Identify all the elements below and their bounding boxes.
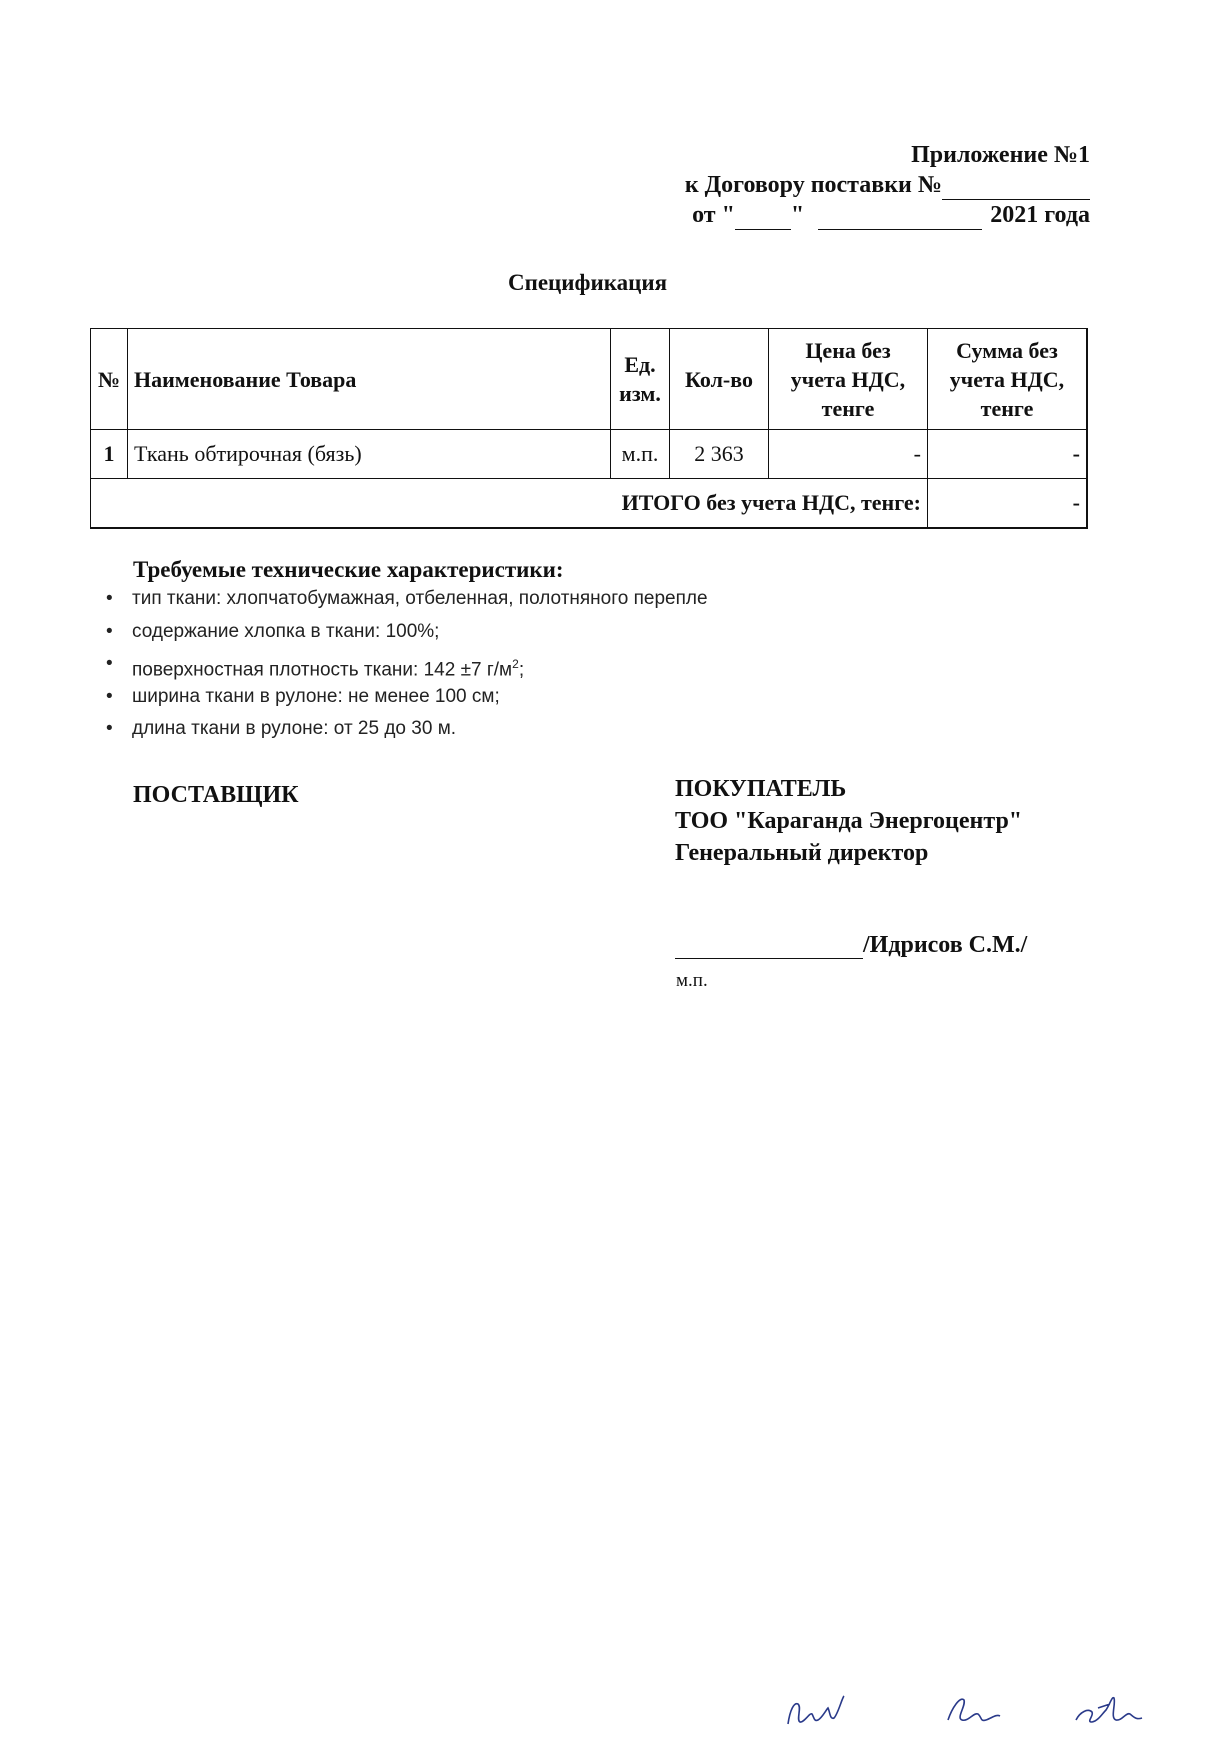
buyer-position: Генеральный директор xyxy=(675,840,929,866)
bullet-icon: • xyxy=(106,653,113,674)
header-num: № xyxy=(91,329,128,430)
buyer-label: ПОКУПАТЕЛЬ xyxy=(675,776,847,802)
header-sum xyxy=(928,329,1088,430)
list-item xyxy=(100,681,708,714)
date-day-blank xyxy=(735,200,791,230)
header-unit xyxy=(611,329,670,430)
contract-prefix: к Договору поставки № xyxy=(684,172,942,198)
requirement-text: тип ткани: хлопчатобумажная, отбеленная, полотняного перепле xyxy=(132,588,708,609)
total-value: - xyxy=(928,479,1088,529)
signature-line xyxy=(675,930,1027,959)
cell-unit: м.п. xyxy=(611,430,670,479)
date-suffix: 2021 года xyxy=(990,202,1090,228)
initial-mark-1 xyxy=(788,1696,844,1724)
initial-mark-3 xyxy=(1076,1698,1142,1722)
table-row xyxy=(91,430,1088,479)
supplier-label: ПОСТАВЩИК xyxy=(133,782,299,808)
header-name: Наименование Товара xyxy=(128,329,611,430)
requirement-text: ширина ткани в рулоне: не менее 100 см; xyxy=(132,685,500,707)
appendix-header xyxy=(640,140,1090,230)
date-month-blank xyxy=(818,200,982,230)
stamp-label: м.п. xyxy=(676,970,708,991)
date-line xyxy=(640,200,1090,230)
header-unit-line: изм. xyxy=(619,381,661,406)
header-price-line: тенге xyxy=(821,395,875,421)
bullet-icon: • xyxy=(106,685,113,707)
cell-sum: - xyxy=(928,430,1088,479)
date-mid: " xyxy=(790,202,805,228)
header-unit-line: Ед. xyxy=(624,352,656,377)
header-price xyxy=(769,329,928,430)
requirement-tail: ; xyxy=(518,659,525,681)
total-label: ИТОГО без учета НДС, тенге: xyxy=(91,479,928,529)
date-prefix: от " xyxy=(692,202,735,228)
cell-price: - xyxy=(769,430,928,479)
header-sum-line: тенге xyxy=(980,395,1034,421)
bullet-icon: • xyxy=(106,718,113,739)
cell-name: Ткань обтирочная (бязь) xyxy=(128,430,611,479)
table-header-row xyxy=(91,329,1088,430)
header-qty: Кол-во xyxy=(670,329,769,430)
header-price-line: учета НДС, xyxy=(790,366,906,392)
bullet-icon: • xyxy=(106,588,113,609)
buyer-company: ТОО "Караганда Энергоцентр" xyxy=(675,808,1023,834)
initial-mark-2 xyxy=(948,1699,1000,1720)
requirement-text: поверхностная плотность ткани: 142 ±7 г/м xyxy=(132,659,513,681)
signature-blank xyxy=(675,930,863,959)
requirement-text: содержание хлопка в ткани: 100%; xyxy=(132,620,440,642)
header-price-line: Цена без xyxy=(805,337,891,363)
signatory-name: /Идрисов С.М./ xyxy=(863,932,1028,958)
total-row xyxy=(91,479,1088,529)
cell-qty: 2 363 xyxy=(670,430,769,479)
requirement-superscript: 2 xyxy=(512,657,519,671)
requirements-title: Требуемые технические характеристики: xyxy=(133,557,564,582)
requirements-list xyxy=(100,583,708,746)
contract-line xyxy=(640,170,1090,200)
requirement-text: длина ткани в рулоне: от 25 до 30 м. xyxy=(132,718,457,739)
specification-table xyxy=(90,328,1088,529)
list-item xyxy=(100,583,708,616)
list-item xyxy=(100,648,708,681)
list-item xyxy=(100,616,708,649)
handwritten-initials xyxy=(780,1690,1160,1730)
cell-num: 1 xyxy=(91,430,128,479)
header-sum-line: учета НДС, xyxy=(949,366,1065,392)
bullet-icon: • xyxy=(106,620,113,642)
buyer-block xyxy=(675,773,1022,869)
contract-number-blank xyxy=(942,170,1090,200)
list-item xyxy=(100,713,708,746)
header-sum-line: Сумма без xyxy=(956,337,1058,363)
appendix-title: Приложение №1 xyxy=(911,142,1090,168)
specification-title: Спецификация xyxy=(507,270,668,295)
